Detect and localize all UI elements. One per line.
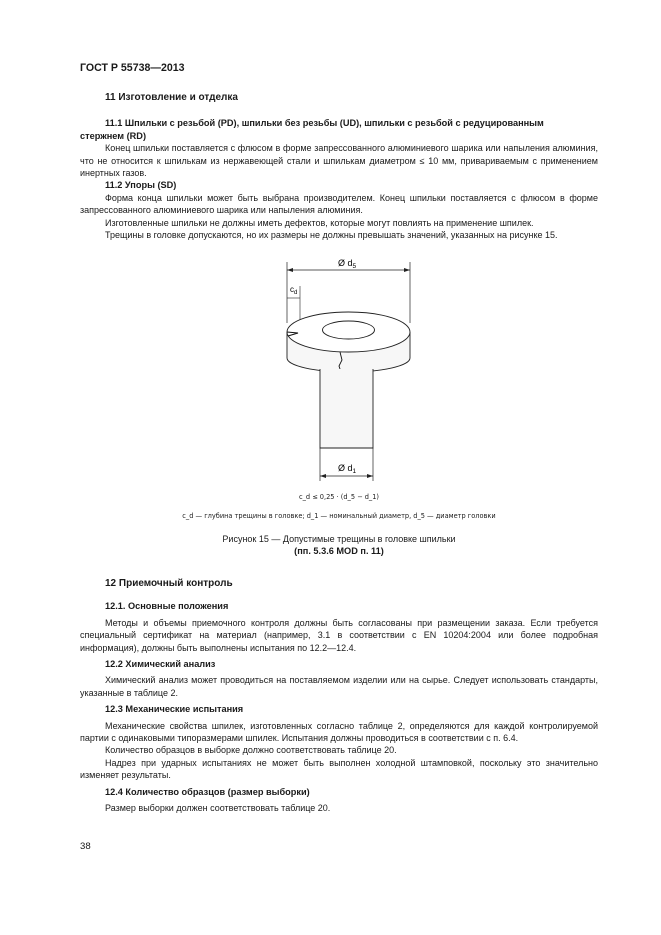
subsection-12-3-p3: Надрез при ударных испытаниях не может быть выполнен холодной штамповкой, поскольку это значительно изменяет результаты. [80,757,598,781]
subsection-11-2-title: 11.2 Упоры (SD) [105,180,177,191]
figure-caption-line1: Рисунок 15 — Допустимые трещины в головке шпильки [222,534,456,544]
subsection-11-2-p3: Трещины в головке допускаются, но их размеры не должны превышать значений, указанных на рисунке 15. [105,230,558,241]
subsection-12-4-title: 12.4 Количество образцов (размер выборки) [105,786,310,797]
figure-caption-line2: (пп. 5.3.6 MOD п. 11) [294,546,384,557]
subsection-12-1-title: 12.1. Основные положения [105,601,229,612]
subsection-12-3-p1: Механические свойства шпилек, изготовленных согласно таблице 2, определяются для каждой контролируемой партии с одинаковыми типоразмерами шпилек. Испытания должны проводиться в соответствии с п. 6.4. [80,720,598,744]
section-12 [80,578,598,815]
subsection-12-2-text: Химический анализ может проводиться на поставляемом изделии или на сырье. Следует использовать стандарты, указанные в таблице 2. [80,675,598,698]
figure-caption [80,533,598,558]
d1-label: Ø $d_1$ [338,463,357,475]
subsection-11-1-title-a: 11.1 Шпильки с резьбой (PD), шпильки без резьбы (UD), шпильки с резьбой с редуцированным [105,118,544,129]
subsection-12-3-p2: Количество образцов в выборке должно соответствовать таблице 20. [105,745,397,756]
subsection-12-2-title: 12.2 Химический анализ [105,659,216,670]
section-11 [80,92,598,241]
section-12-title: 12 Приемочный контроль [105,578,233,589]
subsection-11-1-text: Конец шпильки поставляется с флюсом в форме запрессованного алюминиевого шарика или напыления алюминия, что не относится к шпилькам из нержавеющей стали и шпилькам диаметром ≤ 10 мм, привариваемым с применением инертных газов. [80,143,598,179]
page-number: 38 [80,841,91,852]
subsection-12-4-text: Размер выборки должен соответствовать таблице 20. [105,803,331,814]
subsection-12-1-text: Методы и объемы приемочного контроля должны быть согласованы при размещении заказа. Если требуется специальный сертификат на материал (например, 3.1 в соответствии с EN 10204:2004 или более подробная информация), должны быть выполнены испытания по 12.2—12.4. [80,617,598,653]
figure-formula: c_d ≤ 0,25 · (d_5 − d_1) [298,493,379,501]
subsection-12-3-title: 12.3 Механические испытания [105,704,244,715]
d5-label: Ø $d_5$ [338,258,357,270]
subsection-11-1-title-b: стержнем (RD) [80,130,146,141]
figure-legend: c_d — глубина трещины в головке; d_1 — номинальный диаметр, d_5 — диаметр головки [182,512,496,520]
section-11-title: 11 Изготовление и отделка [105,92,238,103]
subsection-11-2-p2: Изготовленные шпильки не должны иметь дефектов, которые могут повлиять на применение шпилек. [105,217,534,228]
subsection-11-2-p1: Форма конца шпильки может быть выбрана производителем. Конец шпильки поставляется с флюсом в форме запрессованного алюминиевого шарика или напыления алюминия. [80,192,598,216]
cd-label: $c_d$ [290,285,298,296]
stud-head-crack-figure [270,248,430,488]
document-header: ГОСТ Р 55738—2013 [80,62,185,74]
